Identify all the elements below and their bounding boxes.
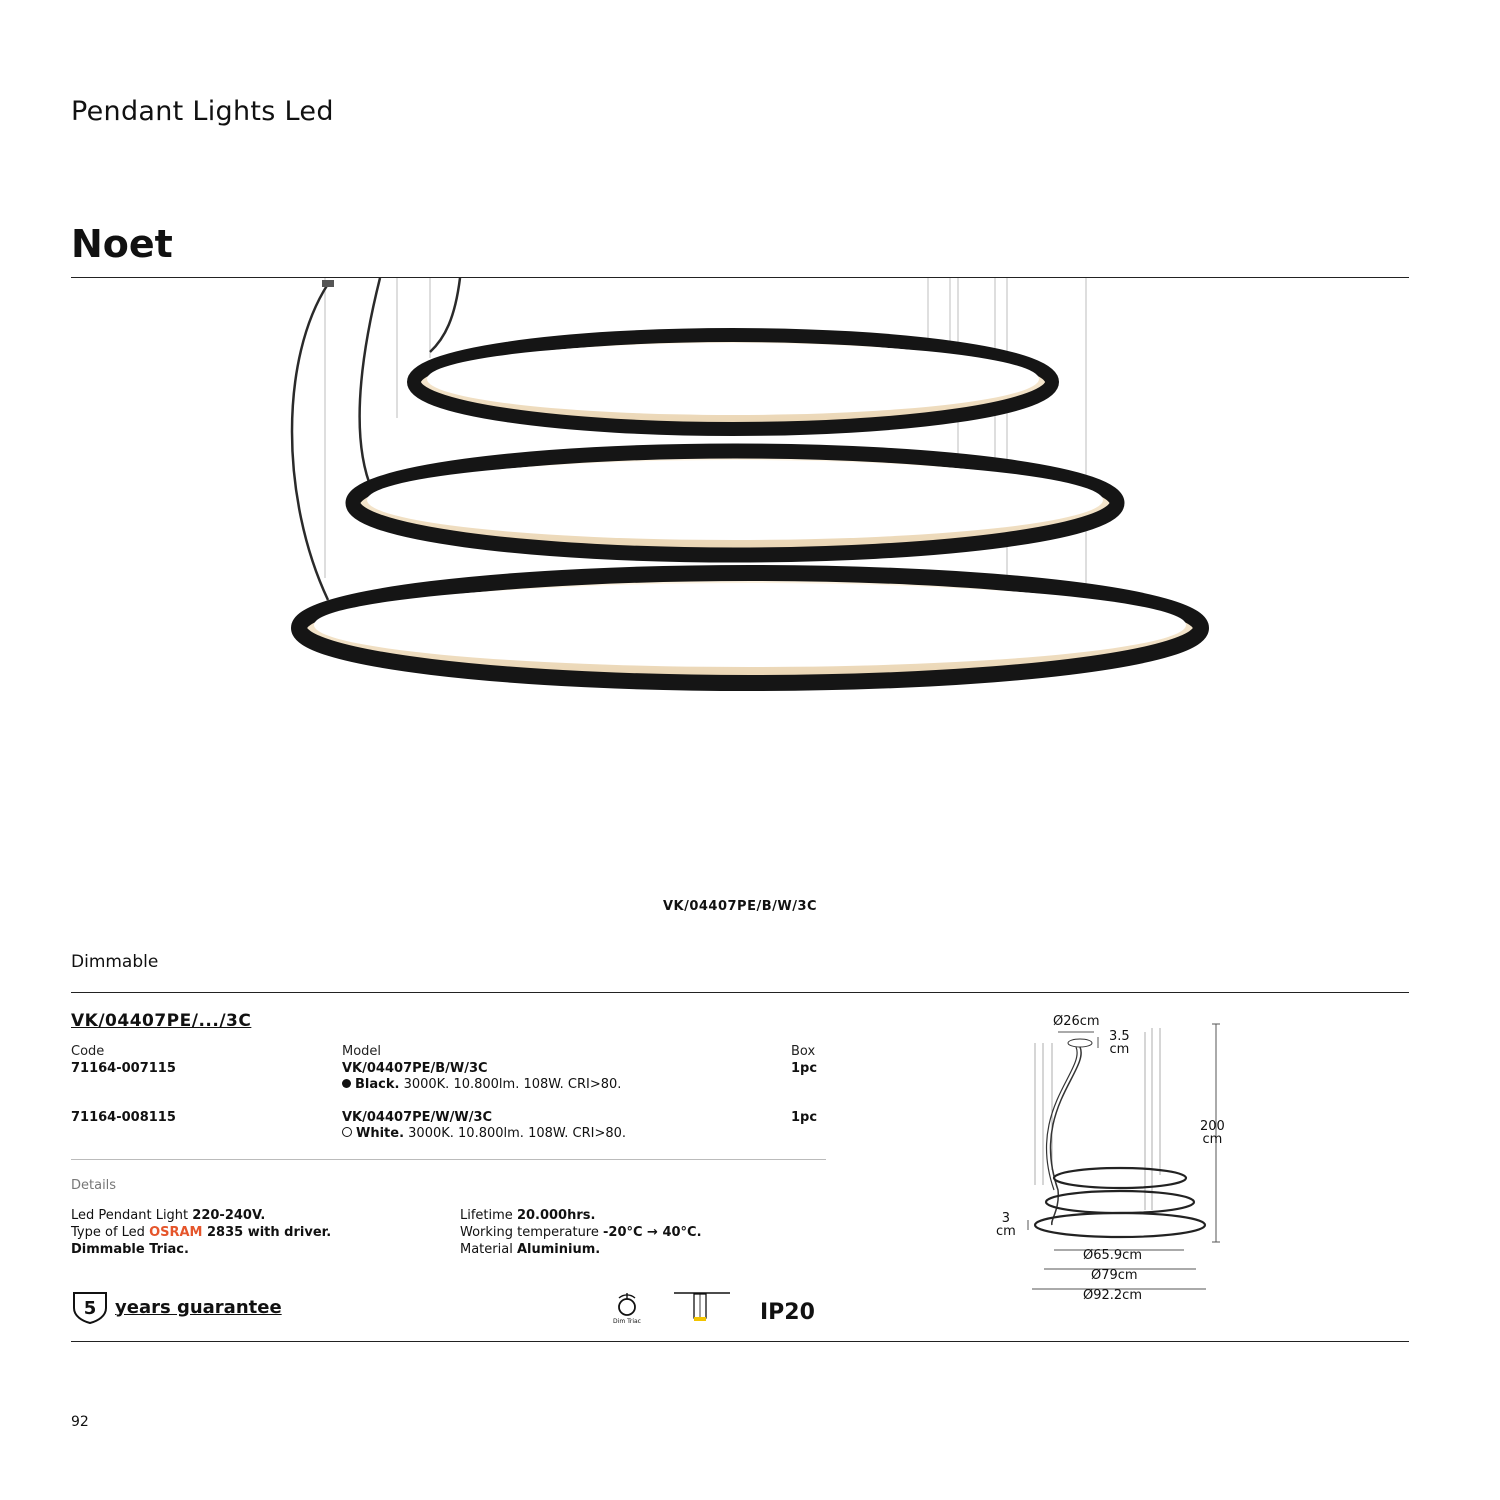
detail-material: Material Aluminium.: [460, 1242, 601, 1257]
header-code: Code: [71, 1044, 105, 1059]
header-model: Model: [342, 1044, 382, 1059]
detail-voltage: Led Pendant Light 220-240V.: [71, 1208, 266, 1223]
guarantee-badge: [71, 1290, 282, 1324]
osram-brand: OSRAM: [149, 1225, 203, 1240]
dim-small-ring: Ø65.9cm: [1083, 1248, 1142, 1263]
row1-variant-specs: 3000K. 10.800lm. 108W. CRI>80.: [399, 1077, 622, 1092]
detail-temperature: Working temperature -20°C → 40°C.: [460, 1225, 702, 1240]
row1-variant: [342, 1077, 621, 1092]
product-photo: [280, 278, 1220, 698]
details-left: [71, 1207, 331, 1258]
details-right: [460, 1207, 702, 1258]
ip-rating: IP20: [760, 1300, 815, 1325]
header-box: Box: [791, 1044, 816, 1059]
dim-medium-ring: Ø79cm: [1091, 1268, 1138, 1283]
dim-cable-length: 200 cm: [1200, 1119, 1225, 1147]
spec-divider: [71, 992, 1409, 993]
row2-model: VK/04407PE/W/W/3C: [342, 1110, 493, 1125]
row2-variant-name: White.: [356, 1126, 405, 1141]
row2-variant: [342, 1126, 626, 1141]
photo-caption: VK/04407PE/B/W/3C: [662, 899, 818, 914]
row1-code: 71164-007115: [71, 1061, 176, 1076]
guarantee-number: 5: [83, 1298, 97, 1319]
product-title: Noet: [71, 222, 173, 266]
row1-box: 1pc: [791, 1061, 818, 1076]
category-title: Pendant Lights Led: [71, 96, 334, 127]
row1-variant-name: Black.: [355, 1077, 400, 1092]
dimmable-label: Dimmable: [71, 952, 159, 972]
row2-box: 1pc: [791, 1110, 818, 1125]
guarantee-text: years guarantee: [115, 1296, 282, 1318]
table-divider: [71, 1159, 826, 1160]
details-label: Details: [71, 1178, 117, 1193]
dim-canopy-height: 3.5 cm: [1109, 1029, 1130, 1057]
ceiling-mount-icon: [672, 1290, 732, 1326]
dim-large-ring: Ø92.2cm: [1083, 1288, 1142, 1303]
shield-icon: [71, 1290, 109, 1324]
row2-code: 71164-008115: [71, 1110, 176, 1125]
page-number: 92: [71, 1414, 89, 1430]
dim-ring-height: 3 cm: [996, 1211, 1016, 1239]
row2-variant-specs: 3000K. 10.800lm. 108W. CRI>80.: [404, 1126, 627, 1141]
detail-dimmable: Dimmable Triac.: [71, 1242, 189, 1257]
black-dot-icon: [342, 1079, 351, 1088]
family-code: VK/04407PE/.../3C: [71, 1011, 252, 1031]
detail-lifetime: Lifetime 20.000hrs.: [460, 1208, 596, 1223]
detail-led-type: Type of Led OSRAM 2835 with driver.: [71, 1225, 332, 1240]
footer-divider: [71, 1341, 1409, 1342]
white-dot-icon: [342, 1127, 352, 1137]
dim-canopy: Ø26cm: [1053, 1014, 1100, 1029]
dim-triac-caption: Dim Triac: [613, 1318, 641, 1325]
dim-triac-icon: [605, 1290, 649, 1326]
row1-model: VK/04407PE/B/W/3C: [342, 1061, 488, 1076]
